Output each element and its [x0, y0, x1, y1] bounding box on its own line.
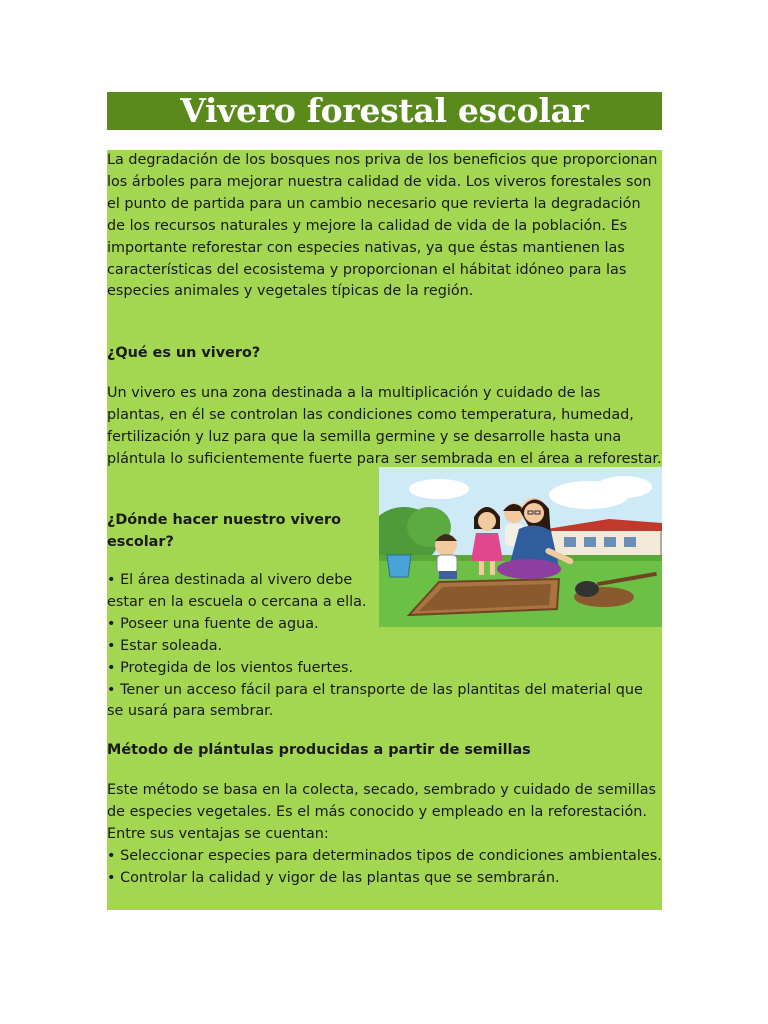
section2-heading: ¿Dónde hacer nuestro vivero escolar?	[107, 512, 341, 550]
intro-paragraph: La degradación de los bosques nos priva de los beneficios que proporcionan los árboles para mejorar nuestra calidad de vida. Los viveros forestales son el punto de partida para un cambio necesario que revierta la degradación de los recursos naturales y mejore la calidad de vida de la población. Es importante reforestar con especies nativas, ya que éstas mantienen las características del ecosistema y proporcionan el hábitat idóneo para las especies animales y vegetales típicas de la región.	[107, 152, 658, 300]
list-item: • Seleccionar especies para determinados tipos de condiciones ambientales.	[107, 848, 662, 864]
list-item: • Estar soleada.	[107, 637, 223, 654]
section1-heading: ¿Qué es un vivero?	[107, 345, 261, 361]
section3-body: Este método se basa en la colecta, secado, sembrado y cuidado de semillas de especies vegetales. Es el más conocido y empleado en la reforestación. Entre sus ventajas se cuentan:	[107, 782, 657, 842]
content-panel	[107, 150, 662, 910]
list-item: • Tener un acceso fácil para el transporte de las plantitas del material que se usará para sembrar.	[107, 681, 643, 720]
page-title: Vivero forestal escolar	[180, 91, 589, 130]
children-planting-image	[379, 467, 662, 627]
title-banner	[107, 92, 662, 130]
list-item: • Controlar la calidad y vigor de las plantas que se sembrarán.	[107, 869, 560, 886]
section3-bullets	[107, 846, 662, 890]
list-item: • Poseer una fuente de agua.	[107, 615, 319, 632]
nursery-illustration	[379, 467, 662, 627]
list-item: • Protegida de los vientos fuertes.	[107, 659, 354, 676]
section1-body: Un vivero es una zona destinada a la multiplicación y cuidado de las plantas, en él se controlan las condiciones como temperatura, humedad, fertilización y luz para que la semilla germine y se desarrolle hasta una plántula lo suficientemente fuerte para ser sembrada en el área a reforestar.	[107, 385, 662, 467]
list-item: • El área destinada al vivero debe estar en la escuela o cercana a ella.	[107, 572, 367, 610]
section3-heading: Método de plántulas producidas a partir de semillas	[107, 742, 531, 758]
